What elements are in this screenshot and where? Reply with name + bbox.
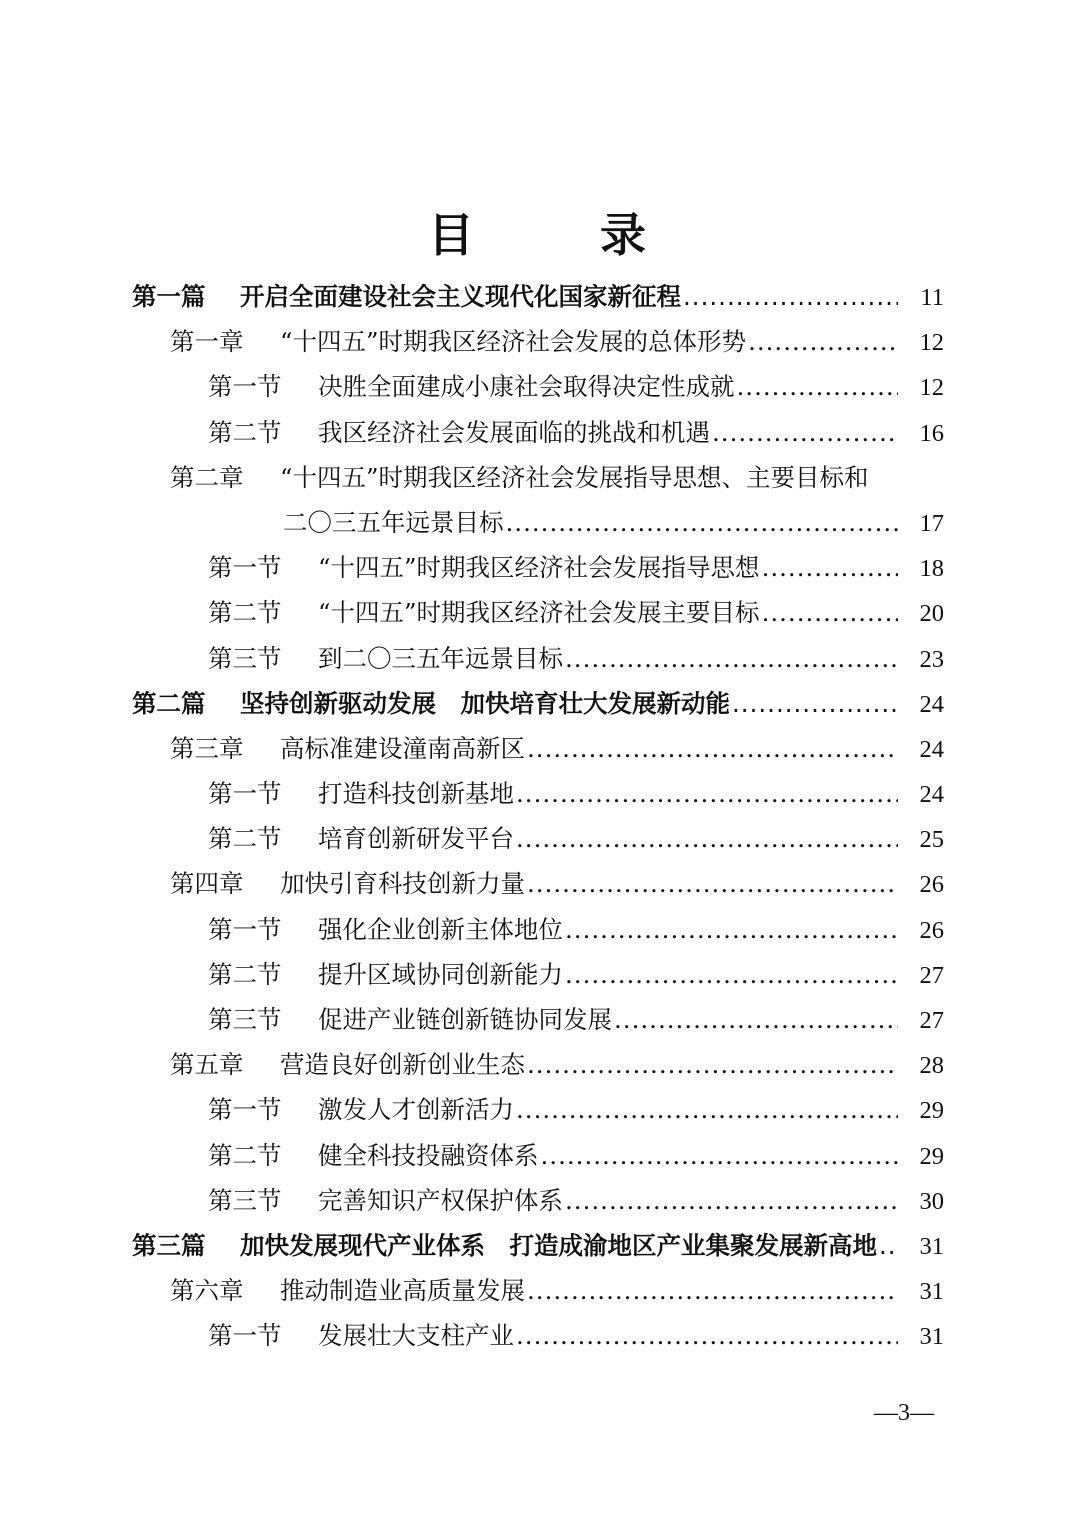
toc-entry-title: 健全科技投融资体系 bbox=[318, 1140, 539, 1170]
toc-entry-label: 第二篇 bbox=[132, 688, 206, 718]
toc-entry-title: 加快引育科技创新力量 bbox=[280, 869, 525, 899]
toc-entry-chapter[interactable] bbox=[0, 726, 1074, 771]
dot-leader bbox=[565, 907, 898, 952]
page-number: —3— bbox=[874, 1400, 934, 1426]
toc-entry-page-number: 24 bbox=[919, 781, 944, 809]
toc-entry-title: 提升区域协同创新能力 bbox=[318, 959, 563, 989]
toc-entry-title: 二〇三五年远景目标 bbox=[283, 507, 504, 537]
toc-entry-chapter[interactable] bbox=[0, 455, 1074, 500]
toc-entry-label: 第四章 bbox=[170, 869, 244, 899]
toc-entry-page-number: 29 bbox=[919, 1142, 944, 1170]
toc-entry-section[interactable] bbox=[0, 816, 1074, 861]
dot-leader bbox=[541, 1133, 899, 1178]
toc-entry-section[interactable] bbox=[0, 1178, 1074, 1223]
toc-entry-title: 开启全面建设社会主义现代化国家新征程 bbox=[240, 282, 681, 311]
toc-entry-section[interactable] bbox=[0, 545, 1074, 590]
toc-entry-page-number: 17 bbox=[919, 509, 944, 537]
toc-entry-section[interactable] bbox=[0, 1087, 1074, 1132]
toc-entry-title: 我区经济社会发展面临的挑战和机遇 bbox=[318, 417, 710, 447]
dot-leader bbox=[614, 997, 898, 1042]
dot-leader bbox=[712, 410, 898, 455]
toc-entry-page-number: 20 bbox=[919, 600, 944, 628]
toc-entry-label: 第一章 bbox=[170, 327, 244, 357]
toc-entry-label: 第五章 bbox=[170, 1050, 244, 1080]
toc-entry-page-number: 31 bbox=[919, 1232, 944, 1260]
toc-entry-title: 到二〇三五年远景目标 bbox=[318, 643, 563, 673]
toc-entry-title: 激发人才创新活力 bbox=[318, 1095, 514, 1125]
table-of-contents bbox=[0, 274, 1074, 1359]
toc-entry-page-number: 28 bbox=[919, 1052, 944, 1080]
toc-entry-label: 第二节 bbox=[208, 1140, 282, 1170]
toc-entry-page-number: 27 bbox=[919, 961, 944, 989]
toc-entry-label: 第六章 bbox=[170, 1276, 244, 1306]
toc-entry-label: 第三节 bbox=[208, 1005, 282, 1034]
toc-entry-section[interactable] bbox=[0, 1133, 1074, 1178]
dot-leader bbox=[516, 771, 898, 816]
dot-leader bbox=[565, 952, 898, 997]
dot-leader bbox=[737, 364, 899, 409]
dot-leader bbox=[516, 816, 898, 861]
dot-leader bbox=[565, 1178, 898, 1223]
toc-entry-title: 坚持创新驱动发展 加快培育壮大发展新动能 bbox=[240, 688, 730, 718]
toc-entry-part[interactable] bbox=[0, 681, 1074, 726]
toc-entry-section[interactable] bbox=[0, 410, 1074, 455]
toc-entry-section[interactable] bbox=[0, 1313, 1074, 1358]
dot-leader bbox=[683, 274, 898, 319]
toc-entry-page-number: 11 bbox=[920, 284, 944, 311]
toc-entry-title: “十四五”时期我区经济社会发展指导思想、主要目标和 bbox=[280, 462, 869, 492]
toc-entry-section[interactable] bbox=[0, 590, 1074, 635]
dot-leader bbox=[527, 1042, 898, 1087]
toc-entry-label: 第二节 bbox=[208, 824, 282, 854]
toc-entry-label: 第三章 bbox=[170, 733, 244, 763]
dot-leader bbox=[748, 319, 898, 364]
toc-entry-continuation[interactable] bbox=[0, 500, 1074, 545]
toc-entry-section[interactable] bbox=[0, 636, 1074, 681]
dot-leader bbox=[506, 500, 899, 545]
toc-entry-title: 推动制造业高质量发展 bbox=[280, 1276, 525, 1306]
toc-entry-label: 第三节 bbox=[208, 1185, 282, 1215]
toc-entry-label: 第一篇 bbox=[132, 282, 206, 311]
toc-entry-title: 完善知识产权保护体系 bbox=[318, 1185, 563, 1215]
toc-entry-chapter[interactable] bbox=[0, 1268, 1074, 1313]
dot-leader bbox=[762, 545, 898, 590]
toc-entry-page-number: 12 bbox=[919, 374, 944, 402]
toc-entry-label: 第一节 bbox=[208, 372, 282, 402]
toc-entry-page-number: 23 bbox=[919, 645, 944, 673]
toc-entry-page-number: 29 bbox=[919, 1097, 944, 1125]
toc-entry-page-number: 31 bbox=[919, 1323, 944, 1351]
toc-entry-label: 第二章 bbox=[170, 462, 244, 492]
toc-entry-label: 第一节 bbox=[208, 553, 282, 583]
dot-leader bbox=[762, 590, 898, 635]
toc-entry-label: 第一节 bbox=[208, 779, 282, 809]
toc-entry-title: “十四五”时期我区经济社会发展主要目标 bbox=[318, 598, 760, 628]
toc-entry-chapter[interactable] bbox=[0, 319, 1074, 364]
toc-entry-title: 促进产业链创新链协同发展 bbox=[318, 1005, 612, 1034]
toc-entry-label: 第二节 bbox=[208, 417, 282, 447]
dot-leader bbox=[516, 1313, 898, 1358]
dot-leader bbox=[879, 1223, 898, 1268]
toc-entry-title: 决胜全面建成小康社会取得决定性成就 bbox=[318, 372, 735, 402]
toc-entry-label: 第三节 bbox=[208, 643, 282, 673]
toc-entry-section[interactable] bbox=[0, 771, 1074, 816]
toc-entry-page-number: 24 bbox=[919, 735, 944, 763]
dot-leader bbox=[732, 681, 898, 726]
toc-entry-page-number: 26 bbox=[919, 871, 944, 899]
toc-entry-section[interactable] bbox=[0, 952, 1074, 997]
toc-entry-section[interactable] bbox=[0, 364, 1074, 409]
toc-entry-page-number: 27 bbox=[919, 1007, 944, 1034]
toc-entry-part[interactable] bbox=[0, 274, 1074, 319]
dot-leader bbox=[516, 1087, 898, 1132]
toc-entry-page-number: 18 bbox=[919, 555, 944, 583]
toc-entry-label: 第二节 bbox=[208, 959, 282, 989]
toc-entry-page-number: 30 bbox=[919, 1187, 944, 1215]
toc-entry-page-number: 25 bbox=[919, 826, 944, 854]
toc-entry-label: 第一节 bbox=[208, 1321, 282, 1351]
toc-entry-title: 培育创新研发平台 bbox=[318, 824, 514, 854]
toc-entry-section[interactable] bbox=[0, 907, 1074, 952]
dot-leader bbox=[527, 861, 898, 906]
toc-entry-title: 发展壮大支柱产业 bbox=[318, 1321, 514, 1351]
toc-entry-title: “十四五”时期我区经济社会发展指导思想 bbox=[318, 553, 760, 583]
toc-entry-label: 第一节 bbox=[208, 1095, 282, 1125]
toc-entry-title: 高标准建设潼南高新区 bbox=[280, 733, 525, 763]
toc-entry-label: 第二节 bbox=[208, 598, 282, 628]
page-title: 目 录 bbox=[428, 207, 686, 262]
toc-entry-chapter[interactable] bbox=[0, 1042, 1074, 1087]
toc-entry-title: 加快发展现代产业体系 打造成渝地区产业集聚发展新高地 bbox=[240, 1230, 877, 1260]
toc-entry-page-number: 31 bbox=[919, 1278, 944, 1306]
toc-entry-part[interactable] bbox=[0, 1223, 1074, 1268]
toc-entry-label: 第三篇 bbox=[132, 1230, 206, 1260]
dot-leader bbox=[527, 726, 898, 771]
toc-entry-title: 营造良好创新创业生态 bbox=[280, 1050, 525, 1080]
toc-entry-title: 打造科技创新基地 bbox=[318, 779, 514, 809]
toc-entry-chapter[interactable] bbox=[0, 861, 1074, 906]
toc-entry-page-number: 12 bbox=[919, 329, 944, 357]
toc-entry-label: 第一节 bbox=[208, 914, 282, 944]
toc-entry-section[interactable] bbox=[0, 997, 1074, 1042]
toc-entry-title: 强化企业创新主体地位 bbox=[318, 914, 563, 944]
toc-entry-title: “十四五”时期我区经济社会发展的总体形势 bbox=[280, 327, 747, 357]
toc-entry-page-number: 24 bbox=[919, 690, 944, 718]
dot-leader bbox=[565, 636, 898, 681]
toc-entry-page-number: 26 bbox=[919, 916, 944, 944]
toc-entry-page-number: 16 bbox=[919, 419, 944, 447]
dot-leader bbox=[527, 1268, 898, 1313]
